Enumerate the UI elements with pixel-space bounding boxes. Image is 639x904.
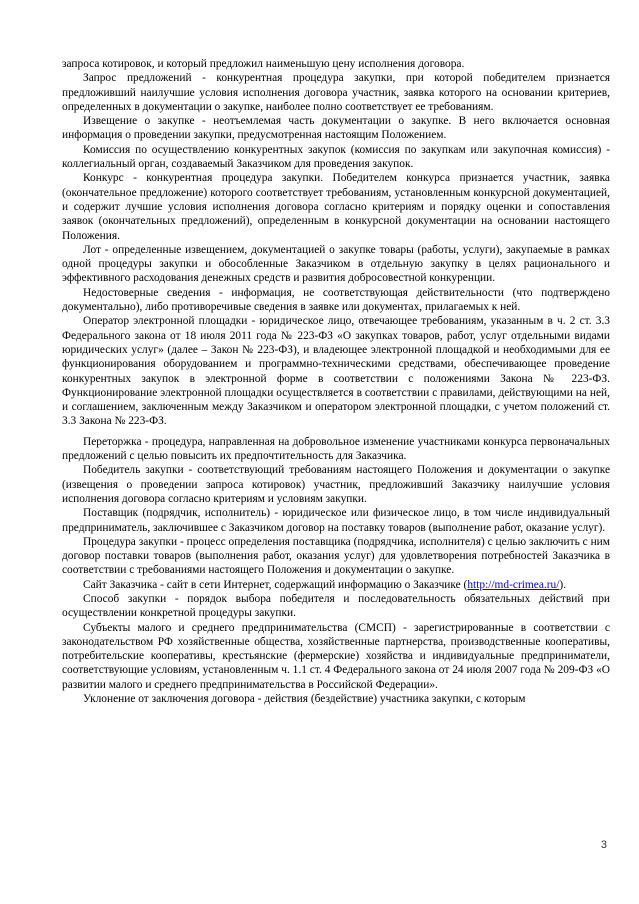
paragraph-sposob: Способ закупки - порядок выбора победителя и последовательность обязательных действий при осуществлении конкретной процедуры закупки.: [62, 592, 610, 620]
paragraph-uklonenie: Уклонение от заключения договора - действия (бездействие) участника закупки, с которым: [83, 693, 526, 706]
sayt-text-after: ).: [559, 578, 567, 591]
customer-site-link[interactable]: http://md-crimea.ru/: [467, 578, 560, 591]
paragraph-kotirovki-tail: запроса котировок, и который предложил наименьшую цену исполнения договора.: [62, 58, 465, 70]
page-number: 3: [600, 839, 607, 851]
paragraph-protsedura: Процедура закупки - процесс определения поставщика (подрядчика, исполнителя) с целью заключить с ним договор поставки товаров (выполнения работ, оказания услуг) для удовлетворения потребностей Заказчика в соответствии с требованиями настоящего Положения и документации о закупке.: [62, 535, 610, 577]
paragraph-nedostovernye: Недостоверные сведения - информация, не соответствующая действительности (что подтверждено документально), либо противоречивые сведения в заявке или документах, прилагаемых к ней.: [62, 286, 610, 314]
paragraph-konkurs: Конкурс - конкурентная процедура закупки. Победителем конкурса признается участник, заявка (окончательное предложение) которого соответствует требованиям, установленным конкурсной документацией, и содержит лучшие условия исполнения договора согласно критериям и порядку оценки и сопоставления заявок (окончательных предложений), определенным в конкурсной документации на основании настоящего Положения.: [62, 172, 610, 242]
paragraph-postavshchik: Поставщик (подрядчик, исполнитель) - юридическое или физическое лицо, в том числе индивидуальный предприниматель, заключившее с Заказчиком договор на поставку товаров (выполнение работ, оказание услуг).: [62, 507, 610, 534]
paragraph-lot: Лот - определенные извещением, документацией о закупке товары (работы, услуги), закупаемые в рамках одной процедуры закупки и обособленные Заказчиком в отдельную закупку в целях рационального и эффективного расходования денежных средств и развития добросовестной конкуренции.: [62, 243, 610, 285]
paragraph-peretorzhka: Переторжка - процедура, направленная на добровольное изменение участниками конкурса первоначальных предложений с целью повысить их предпочтительность для Заказчика.: [62, 435, 610, 463]
paragraph-sayt: [62, 578, 610, 592]
sayt-text: Сайт Заказчика - сайт в сети Интернет, содержащий информацию о Заказчике (: [83, 578, 468, 591]
paragraph-operator: Оператор электронной площадки - юридическое лицо, отвечающее требованиям, указанным в ч. 2 ст. 3.3 Федерального закона от 18 июля 2011 года № 223-ФЗ «О закупках товаров, работ, услуг отдельными видами юридических услуг» (далее – Закон № 223-ФЗ), и владеющее электронной площадкой и необходимыми для ее функционирования оборудованием и программно-техническими средствами, обеспечивающее проведение конкурентных закупок в электронной форме в соответствии с положениями Закона № 223-ФЗ. Функционирование электронной площадки осуществляется в соответствии с правилами, действующими на ней, и соглашением, заключенным между Заказчиком и оператором электронной площадки, с учетом положений ст. 3.3 Закона № 223-ФЗ.: [62, 315, 610, 428]
document-page: [62, 57, 610, 706]
paragraph-izveshchenie: Извещение о закупке - неотъемлемая часть документации о закупке. В него включается основная информация о проведении закупки, предусмотренная настоящим Положением.: [62, 115, 610, 142]
paragraph-pobeditel: Победитель закупки - соответствующий требованиям настоящего Положения и документации о закупке (извещения о проведении запроса котировок) участник, предложивший Заказчику наилучшие условия исполнения договора согласно критериям и условиям закупки.: [62, 464, 610, 505]
paragraph-zapros-predlozheniy: Запрос предложений - конкурентная процедура закупки, при которой победителем признается предложивший наилучшие условия исполнения договора участник, заявка которого на основании критериев, определенных в документации о закупке, наиболее полно соответствует ее требованиям.: [62, 72, 610, 113]
paragraph-subekty: Субъекты малого и среднего предпринимательства (СМСП) - зарегистрированные в соответствии с законодательством РФ хозяйственные общества, хозяйственные партнерства, производственные кооперативы, потребительские кооперативы, крестьянские (фермерские) хозяйства и индивидуальные предприниматели, соответствующие условиям, установленным ч. 1.1 ст. 4 Федерального закона от 24 июля 2007 года № 209-ФЗ «О развитии малого и среднего предпринимательства в Российской Федерации».: [62, 621, 610, 691]
paragraph-komissiya: Комиссия по осуществлению конкурентных закупок (комиссия по закупкам или закупочная комиссия) - коллегиальный орган, создаваемый Заказчиком для проведения закупок.: [62, 143, 610, 171]
